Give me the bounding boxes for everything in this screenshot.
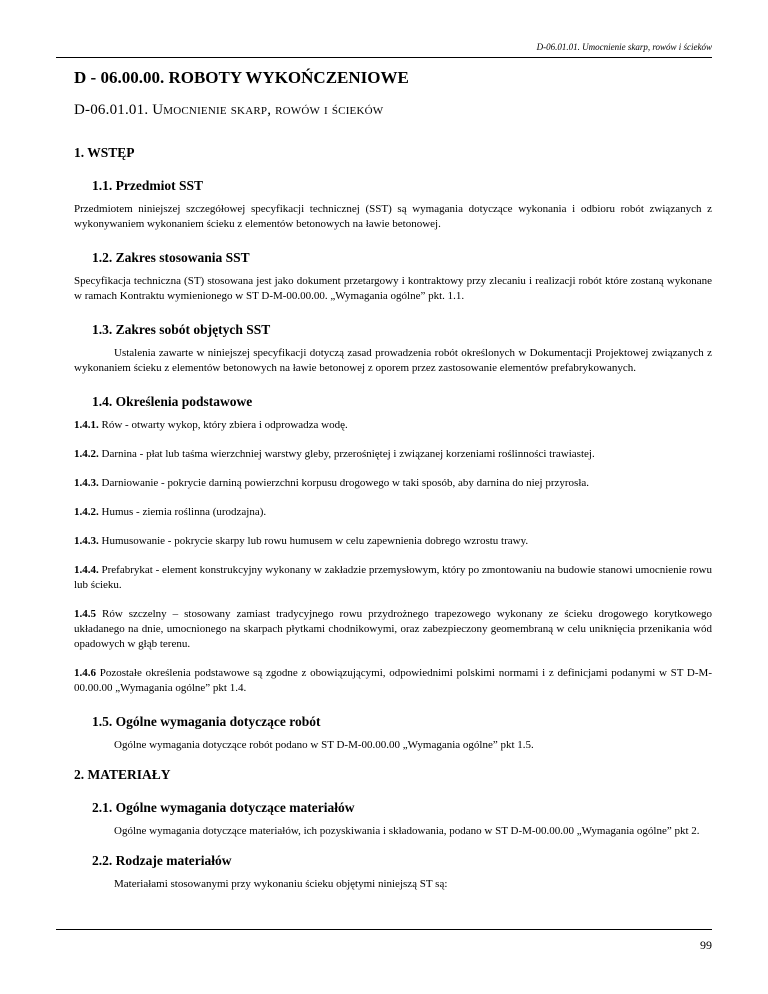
page-number: 99	[700, 938, 712, 952]
definition-item	[74, 666, 712, 696]
section-1-3-heading: 1.3. Zakres sobót objętych SST	[92, 322, 271, 337]
definition-item	[74, 447, 712, 462]
definition-item	[74, 418, 712, 433]
definition-text: Prefabrykat - element konstrukcyjny wykonany w zakładzie przemysłowym, który po zmontowaniu na budowie stanowi umocnienie rowu lub ścieku.	[74, 564, 712, 591]
section-1-5-text: Ogólne wymagania dotyczące robót podano w ST D-M-00.00.00 „Wymagania ogólne” pkt 1.5.	[114, 739, 534, 751]
spec-title-rest: mocnienie skarp, rowów i ścieków	[163, 102, 384, 118]
section-1-3-text: Ustalenia zawarte w niniejszej specyfikacji dotyczą zasad prowadzenia robót określonych w Dokumentacji Projektowej związanych z wykonaniem ścieku z elementów betonowych na ławie betonowej z oporem przez zastosowanie elementów prefabrykowanych.	[74, 347, 712, 374]
chapter-title: D - 06.00.00. ROBOTY WYKOŃCZENIOWE	[74, 68, 409, 87]
section-2-1-text: Ogólne wymagania dotyczące materiałów, ich pozyskiwania i składowania, podano w ST D-M-00.00.00 „Wymagania ogólne” pkt 2.	[114, 825, 700, 837]
section-1-1-heading: 1.1. Przedmiot SST	[92, 178, 203, 193]
section-1-heading: 1. WSTĘP	[74, 145, 135, 160]
section-2-1-heading: 2.1. Ogólne wymagania dotyczące materiałów	[92, 800, 355, 815]
section-2-heading: 2. MATERIAŁY	[74, 767, 171, 782]
section-1-4-heading: 1.4. Określenia podstawowe	[92, 394, 253, 409]
definition-text: Darniowanie - pokrycie darniną powierzchni korpusu drogowego w taki sposób, aby darnina do niej przyrosła.	[98, 477, 590, 489]
page-content	[74, 68, 712, 906]
definition-text: Darnina - płat lub taśma wierzchniej warstwy gleby, przerośniętej i związanej korzeniami roślinności trawiastej.	[98, 448, 595, 460]
definition-text: Rów szczelny – stosowany zamiast tradycyjnego rowu przydrożnego trapezowego wykonany ze ścieku drogowego korytkowego układanego na dnie, umocnionego na skarpach płytkami chodnikowymi, oraz zabezpieczony geomembraną w celu uniknięcia przenikania wód opadowych w głąb terenu.	[74, 608, 712, 650]
definition-item	[74, 534, 712, 549]
definition-item	[74, 563, 712, 593]
definition-label: 1.4.4.	[74, 564, 99, 576]
spec-title-code: D-06.01.01. U	[74, 102, 164, 118]
definition-label: 1.4.3.	[74, 477, 99, 489]
definition-label: 1.4.5	[74, 608, 96, 620]
definition-label: 1.4.6	[74, 667, 96, 679]
definition-label: 1.4.2.	[74, 506, 99, 518]
definition-item	[74, 505, 712, 520]
spec-title	[74, 102, 712, 119]
definition-item	[74, 607, 712, 652]
section-2-2-heading: 2.2. Rodzaje materiałów	[92, 853, 232, 868]
definition-text: Humus - ziemia roślinna (urodzajna).	[98, 506, 267, 518]
section-1-1-text: Przedmiotem niniejszej szczegółowej specyfikacji technicznej (SST) są wymagania dotyczące wykonania i odbioru robót związanych z wykonywaniem wykonaniem ścieku z elementów betonowych na ławie betonowej.	[74, 203, 712, 230]
definition-text: Rów - otwarty wykop, który zbiera i odprowadza wodę.	[98, 419, 348, 431]
definition-label: 1.4.1.	[74, 419, 99, 431]
section-1-2-heading: 1.2. Zakres stosowania SST	[92, 250, 250, 265]
header-rule	[56, 57, 712, 58]
running-header: D-06.01.01. Umocnienie skarp, rowów i ścieków	[536, 42, 712, 52]
definition-text: Pozostałe określenia podstawowe są zgodne z obowiązującymi, odpowiednimi polskimi normami i z definicjami podanymi w ST D-M-00.00.00 „Wymagania ogólne” pkt 1.4.	[74, 667, 712, 694]
section-2-2-text: Materiałami stosowanymi przy wykonaniu ścieku objętymi niniejszą ST są:	[114, 878, 448, 890]
section-1-5-heading: 1.5. Ogólne wymagania dotyczące robót	[92, 714, 321, 729]
definition-label: 1.4.3.	[74, 535, 99, 547]
definition-text: Humusowanie - pokrycie skarpy lub rowu humusem w celu zapewnienia dobrego wzrostu trawy.	[98, 535, 529, 547]
definition-label: 1.4.2.	[74, 448, 99, 460]
footer-rule	[56, 929, 712, 930]
section-1-2-text: Specyfikacja techniczna (ST) stosowana jest jako dokument przetargowy i kontraktowy przy zlecaniu i realizacji robót które zostaną wykonane w ramach Kontraktu wymienionego w ST D-M-00.00.00. „Wymagania ogólne” pkt. 1.1.	[74, 275, 712, 302]
definition-item	[74, 476, 712, 491]
